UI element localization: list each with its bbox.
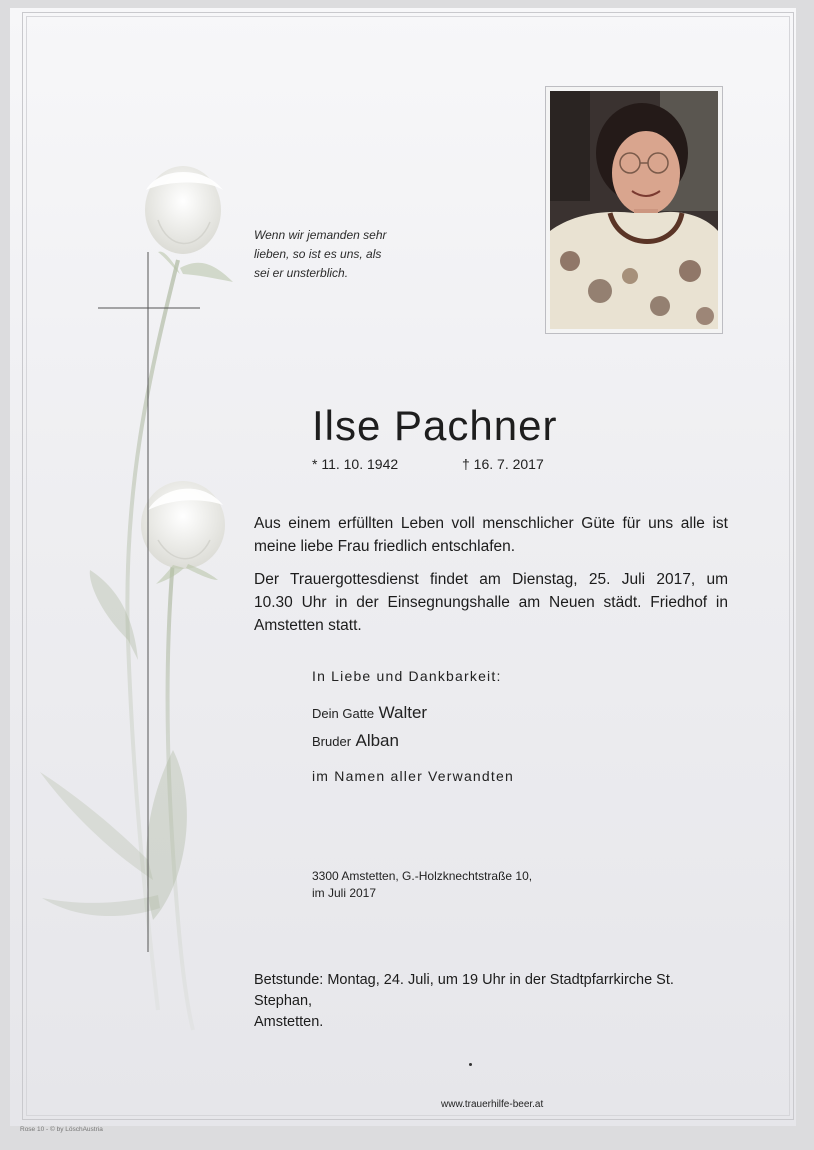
mourners-closing: im Namen aller Verwandten — [312, 768, 514, 784]
portrait-photo — [545, 86, 723, 334]
memorial-quote — [254, 226, 434, 283]
address-line: im Juli 2017 — [312, 886, 377, 900]
quote-line: lieben, so ist es uns, als — [254, 247, 382, 261]
deceased-name: Ilse Pachner — [312, 402, 558, 449]
family-address — [312, 868, 532, 902]
announcement-text — [254, 512, 728, 558]
quote-line: sei er unsterblich. — [254, 266, 349, 280]
prayer-line: Amstetten. — [254, 1014, 324, 1030]
service-text — [254, 568, 728, 637]
mourner-relation: Dein Gatte — [312, 706, 375, 721]
service-line: 10.30 Uhr in der Einsegnungshalle am Neuen städt. Friedhof in — [254, 594, 728, 611]
mourner-entry — [312, 703, 427, 723]
website-link[interactable]: www.trauerhilfe-beer.at — [441, 1099, 544, 1110]
rose-image — [28, 160, 258, 1040]
service-line: Amstetten statt. — [254, 617, 362, 634]
address-line: 3300 Amstetten, G.-Holzknechtstraße 10, — [312, 869, 533, 883]
announcement-line: meine liebe Frau friedlich entschlafen. — [254, 538, 516, 555]
service-line: Der Trauergottesdienst findet am Dienstag, 25. Juli 2017, um — [254, 571, 728, 588]
mourner-entry — [312, 731, 399, 751]
prayer-service-text — [254, 970, 734, 1033]
ornament-dot — [469, 1063, 472, 1066]
mourners-intro: In Liebe und Dankbarkeit: — [312, 668, 502, 684]
birth-date: * 11. 10. 1942 — [312, 456, 399, 472]
mourner-name: Walter — [378, 703, 428, 722]
death-date: † 16. 7. 2017 — [462, 456, 544, 472]
mourner-name: Alban — [355, 731, 399, 750]
prayer-line: Betstunde: Montag, 24. Juli, um 19 Uhr in der Stadtpfarrkirche St. Stephan, — [254, 972, 674, 1009]
mourner-relation: Bruder — [312, 734, 352, 749]
quote-line: Wenn wir jemanden sehr — [254, 228, 387, 242]
announcement-line: Aus einem erfüllten Leben voll menschlicher Güte für uns alle ist — [254, 515, 728, 532]
copyright-note: Rose 10 - © by LöschAustria — [20, 1126, 103, 1133]
